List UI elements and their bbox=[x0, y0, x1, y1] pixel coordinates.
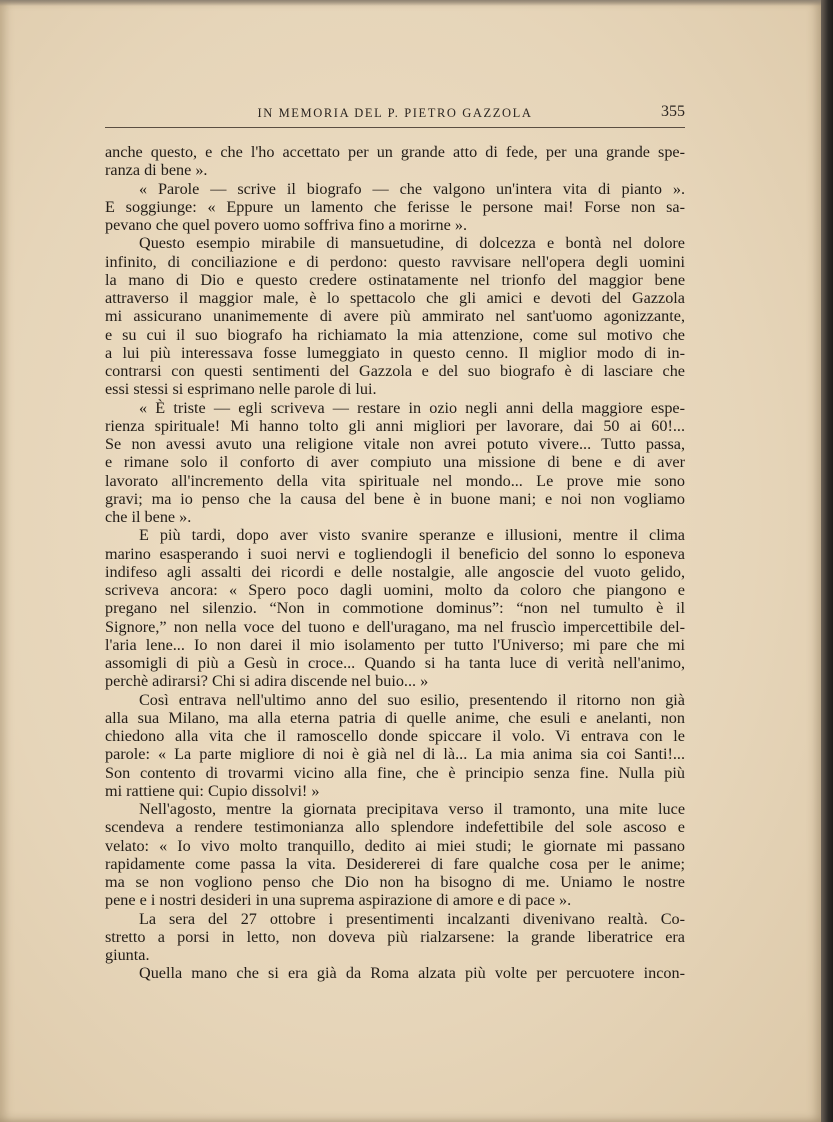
text-line: ranza di bene ». bbox=[105, 161, 208, 180]
text-line: rapidamente come passa la vita. Desidererei di fare qualche cosa per le anime; bbox=[105, 854, 685, 873]
text-line: mi rattiene qui: Cupio dissolvi! » bbox=[105, 781, 320, 800]
text-line: l'aria lene... Io non darei il mio isolamento per tutto l'Universo; mi pare che mi bbox=[105, 635, 685, 654]
text-line: stretto a porsi in letto, non doveva più rialzarsene: la grande liberatrice era bbox=[105, 927, 685, 946]
text-line: Nell'agosto, mentre la giornata precipitava verso il tramonto, una mite luce bbox=[139, 800, 685, 818]
text-line: anche questo, e che l'ho accettato per un grande atto di fede, per una grande spe- bbox=[105, 143, 685, 161]
text-line: pregano nel silenzio. “Non in commotione dominus”: “non nel tumulto è il bbox=[105, 599, 685, 618]
text-line: marino esasperando i suoi nervi e togliendogli il beneficio del sonno lo esponeva bbox=[105, 544, 685, 563]
text-line: E soggiunge: « Eppure un lamento che ferisse le persone mai! Forse non sa- bbox=[105, 197, 685, 216]
text-line: « Parole — scrive il biografo — che valgono un'intera vita di pianto ». bbox=[139, 179, 685, 198]
text-line: scendeva a rendere testimonianza allo splendore indefettibile del sole ascoso e bbox=[105, 818, 685, 837]
text-line: chiedono alla vita che il ramoscello donde spiccare il volo. Vi entrava con le bbox=[105, 727, 685, 745]
header-rule bbox=[105, 127, 685, 128]
text-line: mi assicurano unanimemente di avere più ammirato nel sant'uomo agonizzante, bbox=[105, 307, 685, 326]
text-line: Son contento di trovarmi vicino alla fine, che è principio senza fine. Nulla più bbox=[105, 763, 685, 782]
text-line: perchè adirarsi? Chi si adira discende nel buio... » bbox=[105, 672, 429, 691]
text-line: la mano di Dio e questo credere ostinatamente nel trionfo del maggior bene bbox=[105, 270, 685, 289]
text-line: rienza spirituale! Mi hanno tolto gli anni migliori per lavorare, dai 50 ai 60!... bbox=[105, 416, 685, 435]
text-line: E più tardi, dopo aver visto svanire speranze e illusioni, mentre il clima bbox=[139, 526, 685, 545]
text-line: e su cui il suo biografo ha richiamato la mia attenzione, come sul motivo che bbox=[105, 325, 685, 344]
text-line: lavorato all'incremento della vita spirituale nel mondo... Le prove mie sono bbox=[105, 471, 685, 490]
body-text bbox=[105, 143, 685, 983]
text-line: attraverso il maggior male, è lo spettacolo che gli amici e devoti del Gazzola bbox=[105, 289, 685, 307]
running-title: IN MEMORIA DEL P. PIETRO GAZZOLA bbox=[257, 106, 533, 120]
text-line: essi stessi si esprimano nelle parole di lui. bbox=[105, 380, 377, 399]
text-line: contrarsi con questi sentimenti del Gazzola e del suo biografo è di lasciare che bbox=[105, 362, 685, 380]
text-line: scriveva ancora: « Spero poco dagli uomini, molto da coloro che piangono e bbox=[105, 581, 685, 599]
running-head bbox=[105, 103, 685, 127]
text-line: e rimane solo il conforto di aver compiuto una missione di bene e di aver bbox=[105, 453, 685, 472]
text-line: pene e i nostri desideri in una suprema aspirazione di amore e di pace ». bbox=[105, 891, 572, 910]
text-line: a lui più interessava fosse lumeggiato in questo cenno. Il miglior modo di in- bbox=[105, 343, 685, 362]
text-line: La sera del 27 ottobre i presentimenti incalzanti divenivano realtà. Co- bbox=[139, 909, 685, 928]
text-line: pevano che quel povero uomo soffriva fino a morirne ». bbox=[105, 216, 468, 234]
text-line: che il bene ». bbox=[105, 508, 192, 526]
text-line: Signore,” non nella voce del tuono e dell'uragano, ma nel fruscìo impercettibile del- bbox=[105, 617, 685, 636]
text-line: alla sua Milano, ma alla eterna patria di quelle anime, che esuli e anelanti, non bbox=[105, 708, 685, 727]
text-line: velato: « Io vivo molto tranquillo, dedito ai miei studi; le giornate mi passano bbox=[105, 836, 685, 855]
text-line: assomigli di più a Gesù in croce... Quando si ha tanta luce di verità nell'animo, bbox=[105, 654, 685, 672]
text-line: infinito, di conciliazione e di perdono: questo ravvisare nell'opera degli uomini bbox=[105, 252, 685, 271]
text-line: giunta. bbox=[105, 946, 150, 964]
page-top-edge bbox=[0, 0, 823, 6]
text-line: Questo esempio mirabile di mansuetudine, di dolcezza e bontà nel dolore bbox=[139, 234, 685, 253]
text-line: Se non avessi avuto una religione vitale non avrei potuto vivere... Tutto passa, bbox=[105, 435, 685, 453]
book-binding-edge bbox=[821, 0, 833, 1122]
text-line: Quella mano che si era già da Roma alzata più volte per percuotere incon- bbox=[139, 964, 685, 983]
text-line: « È triste — egli scriveva — restare in ozio negli anni della maggiore espe- bbox=[139, 398, 685, 417]
text-line: ma se non vogliono penso che Dio non ha bisogno di me. Uniamo le nostre bbox=[105, 873, 685, 891]
page-number: 355 bbox=[661, 103, 685, 120]
text-line: parole: « La parte migliore di noi è già nel di là... La mia anima sia coi Santi!... bbox=[105, 745, 685, 764]
text-line: Così entrava nell'ultimo anno del suo esilio, presentendo il ritorno non già bbox=[139, 690, 685, 709]
text-line: gravi; ma io penso che la causa del bene è in buone mani; e noi non vogliamo bbox=[105, 489, 685, 508]
text-line: indifeso agli assalti dei ricordi e delle nostalgie, alle angoscie del vuoto gelido, bbox=[105, 562, 685, 581]
